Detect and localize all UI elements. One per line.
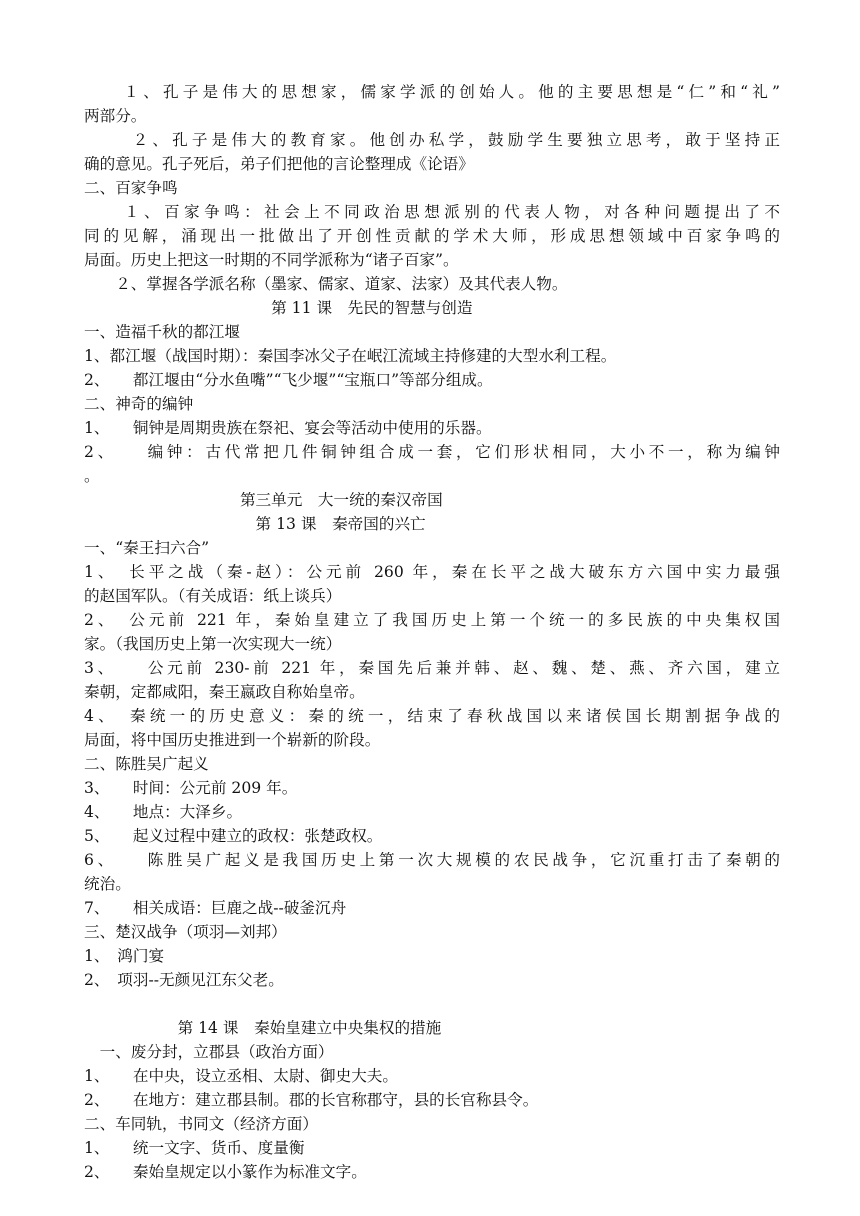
lesson-title: 第 13 课 秦帝国的兴亡 [84,515,426,533]
text-line: 2、 项羽--无颜见江东父老。 [84,971,284,989]
text-line: 3、 时间：公元前 209 年。 [84,779,298,797]
text-line: 2、 秦始皇规定以小篆作为标准文字。 [84,1163,367,1181]
unit-title: 第三单元 大一统的秦汉帝国 [84,491,443,509]
text-line: １、百家争鸣：社会上不同政治思想派别的代表人物，对各种问题提出了不 [84,203,780,221]
text-line: 3、 公元前 230-前 221 年，秦国先后兼并韩、赵、魏、楚、燕、齐六国，建立 [84,659,780,677]
text-line: 家。（我国历史上第一次实现大一统） [84,635,342,653]
text-line: １、孔子是伟大的思想家，儒家学派的创始人。他的主要思想是“仁”和“礼” [84,83,780,101]
section-heading: 一、“秦王扫六合” [84,539,210,557]
lesson-title: 第 11 课 先民的智慧与创造 [84,299,473,317]
section-heading: 一、造福千秋的都江堰 [84,323,240,341]
text-line: 的赵国军队。（有关成语：纸上谈兵） [84,587,342,605]
section-heading: 二、陈胜吴广起义 [84,755,209,773]
text-line: 同的见解，涌现出一批做出了开创性贡献的学术大师，形成思想领域中百家争鸣的 [84,227,780,245]
section-heading: 二、车同轨，书同文（经济方面） [84,1115,318,1133]
text-line: 秦朝，定都咸阳，秦王嬴政自称始皇帝。 [84,683,365,701]
text-line: 4、 地点：大泽乡。 [84,803,243,821]
text-line: 两部分。 [84,107,147,125]
text-line: 1、 统一文字、货币、度量衡 [84,1139,305,1157]
text-line: 1、 长平之战（秦-赵）：公元前 260 年，秦在长平之战大破东方六国中实力最强 [84,563,780,581]
text-line: 统治。 [84,875,131,893]
section-heading: 三、楚汉战争（项羽—刘邦） [84,923,287,941]
text-line: 7、 相关成语：巨鹿之战--破釜沉舟 [84,899,347,917]
text-line: 局面，将中国历史推进到一个崭新的阶段。 [84,731,381,749]
text-line: ２、孔子是伟大的教育家。他创办私学，鼓励学生要独立思考，敢于坚持正 [84,131,780,149]
text-line: 。 [84,467,100,485]
section-heading: 二、神奇的编钟 [84,395,194,413]
text-line: 4、 秦统一的历史意义：秦的统一，结束了春秋战国以来诸侯国长期割据争战的 [84,707,780,725]
section-heading: 二、百家争鸣 [84,179,178,197]
text-line: 1、都江堰（战国时期）：秦国李冰父子在岷江流域主持修建的大型水利工程。 [84,347,617,365]
text-line: 2、 公元前 221 年，秦始皇建立了我国历史上第一个统一的多民族的中央集权国 [84,611,780,629]
lesson-title: 第 14 课 秦始皇建立中央集权的措施 [84,1019,442,1037]
text-line: 1、 铜钟是周期贵族在祭祀、宴会等活动中使用的乐器。 [84,419,492,437]
text-line: 局面。历史上把这一时期的不同学派称为“诸子百家”。 [84,251,459,269]
text-line: 1、 鸿门宴 [84,947,165,965]
text-line: 2、 在地方：建立郡县制。郡的长官称郡守，县的长官称县令。 [84,1091,539,1109]
text-line: 6、 陈胜吴广起义是我国历史上第一次大规模的农民战争，它沉重打击了秦朝的 [84,851,780,869]
text-line: 2、 都江堰由“分水鱼嘴”“飞少堰”“宝瓶口”等部分组成。 [84,371,493,389]
text-line: 1、 在中央，设立丞相、太尉、御史大夫。 [84,1067,398,1085]
text-line: ２、掌握各学派名称（墨家、儒家、道家、法家）及其代表人物。 [84,275,568,293]
section-heading: 一、废分封，立郡县（政治方面） [84,1043,334,1061]
text-line: 5、 起义过程中建立的政权：张楚政权。 [84,827,383,845]
text-line: 2、 编钟：古代常把几件铜钟组合成一套，它们形状相同，大小不一，称为编钟 [84,443,780,461]
text-line: 确的意见。孔子死后，弟子们把他的言论整理成《论语》 [84,155,474,173]
